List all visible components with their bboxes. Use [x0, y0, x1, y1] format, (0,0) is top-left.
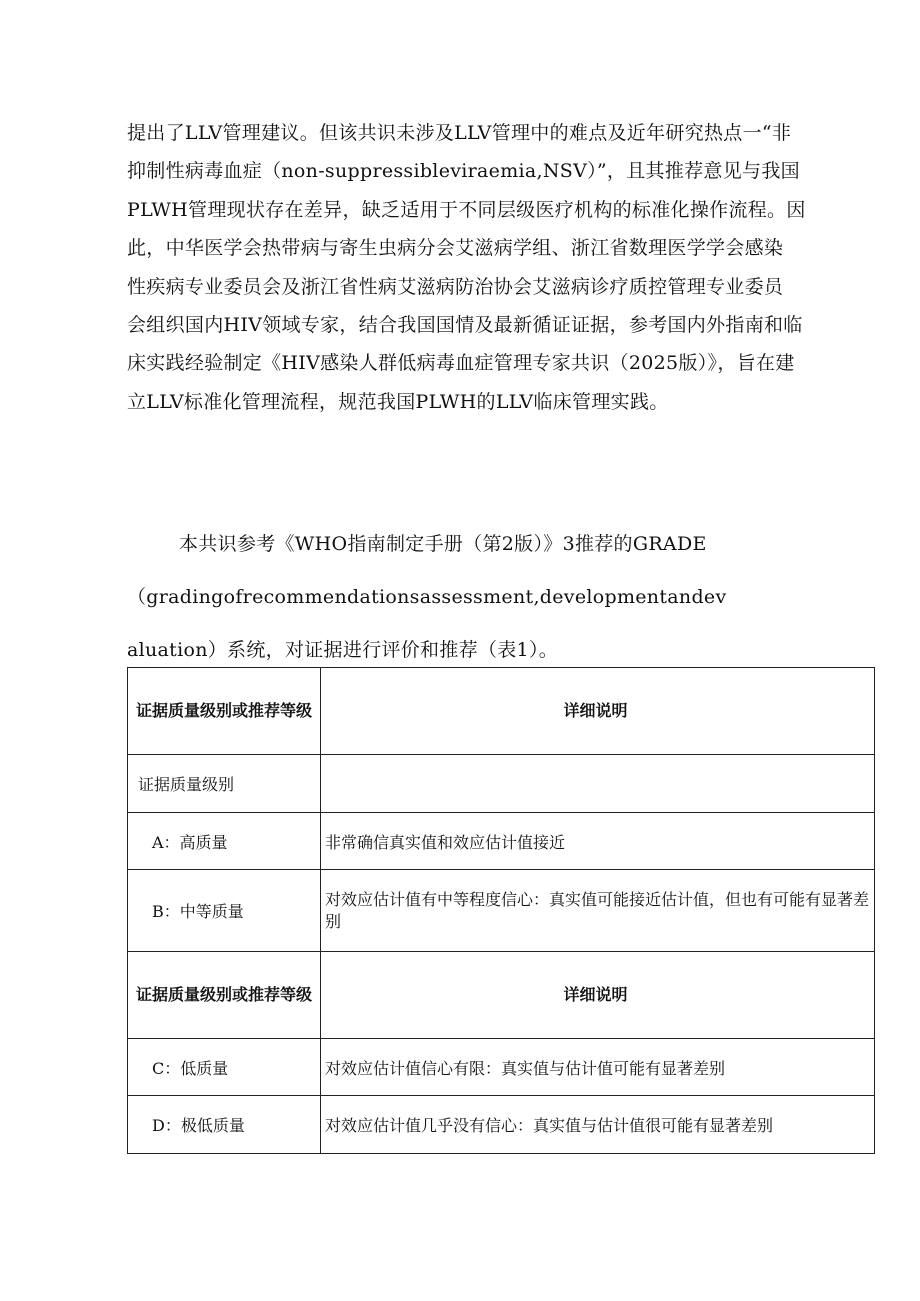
- level-cell: B：中等质量: [128, 870, 321, 952]
- level-cell: D：极低质量: [128, 1096, 321, 1154]
- text-line: 立LLV标准化管理流程，规范我国PLWH的LLV临床管理实践。: [127, 390, 669, 413]
- text-line: aluation）系统，对证据进行评价和推荐（表1）。: [127, 639, 559, 661]
- description-cell: 非常确信真实值和效应估计值接近: [321, 813, 875, 870]
- text-line: PLWH管理现状存在差异，缺乏适用于不同层级医疗机构的标准化操作流程。因: [127, 198, 806, 221]
- section-label-cell: 证据质量级别: [128, 755, 321, 813]
- description-cell: 对效应估计值有中等程度信心：真实值可能接近估计值，但也有可能有显著差别: [321, 870, 875, 952]
- evidence-grade-table: [127, 667, 875, 1154]
- text-line: 会组织国内HIV领域专家，结合我国国情及最新循证证据，参考国内外指南和临: [127, 314, 803, 337]
- level-cell: C：低质量: [128, 1039, 321, 1096]
- description-cell: 对效应估计值几乎没有信心：真实值与估计值很可能有显著差别: [321, 1096, 875, 1154]
- grade-paragraph: [127, 518, 875, 677]
- description-cell: 对效应估计值信心有限：真实值与估计值可能有显著差别: [321, 1039, 875, 1096]
- intro-paragraph: [127, 114, 875, 421]
- text-line: 床实践经验制定《HIV感染人群低病毒血症管理专家共识（2025版）》，旨在建: [127, 352, 795, 375]
- header-description-cell: 详细说明: [321, 952, 875, 1039]
- level-cell: A：高质量: [128, 813, 321, 870]
- header-level-cell: 证据质量级别或推荐等级: [128, 952, 321, 1039]
- table-header-row: [128, 668, 875, 755]
- text-line: 此，中华医学会热带病与寄生虫病分会艾滋病学组、浙江省数理医学学会感染: [127, 237, 784, 260]
- table-header-row: [128, 952, 875, 1039]
- text-line: 性疾病专业委员会及浙江省性病艾滋病防治协会艾滋病诊疗质控管理专业委员: [127, 275, 784, 298]
- table-row: [128, 870, 875, 952]
- table-row: [128, 1039, 875, 1096]
- text-line: （gradingofrecommendationsassessment,developmentandev: [127, 586, 727, 608]
- table-row: [128, 813, 875, 870]
- header-level-cell: 证据质量级别或推荐等级: [128, 668, 321, 755]
- text-line: 本共识参考《WHO指南制定手册（第2版）》3推荐的GRADE: [179, 533, 707, 555]
- header-description-cell: 详细说明: [321, 668, 875, 755]
- text-line: 抑制性病毒血症（non-suppressibleviraemia,NSV）”，且其推荐意见与我国: [127, 160, 800, 183]
- empty-cell: [321, 755, 875, 813]
- table-row: [128, 755, 875, 813]
- table-row: [128, 1096, 875, 1154]
- text-line: 提出了LLV管理建议。但该共识未涉及LLV管理中的难点及近年研究热点一“非: [127, 122, 792, 144]
